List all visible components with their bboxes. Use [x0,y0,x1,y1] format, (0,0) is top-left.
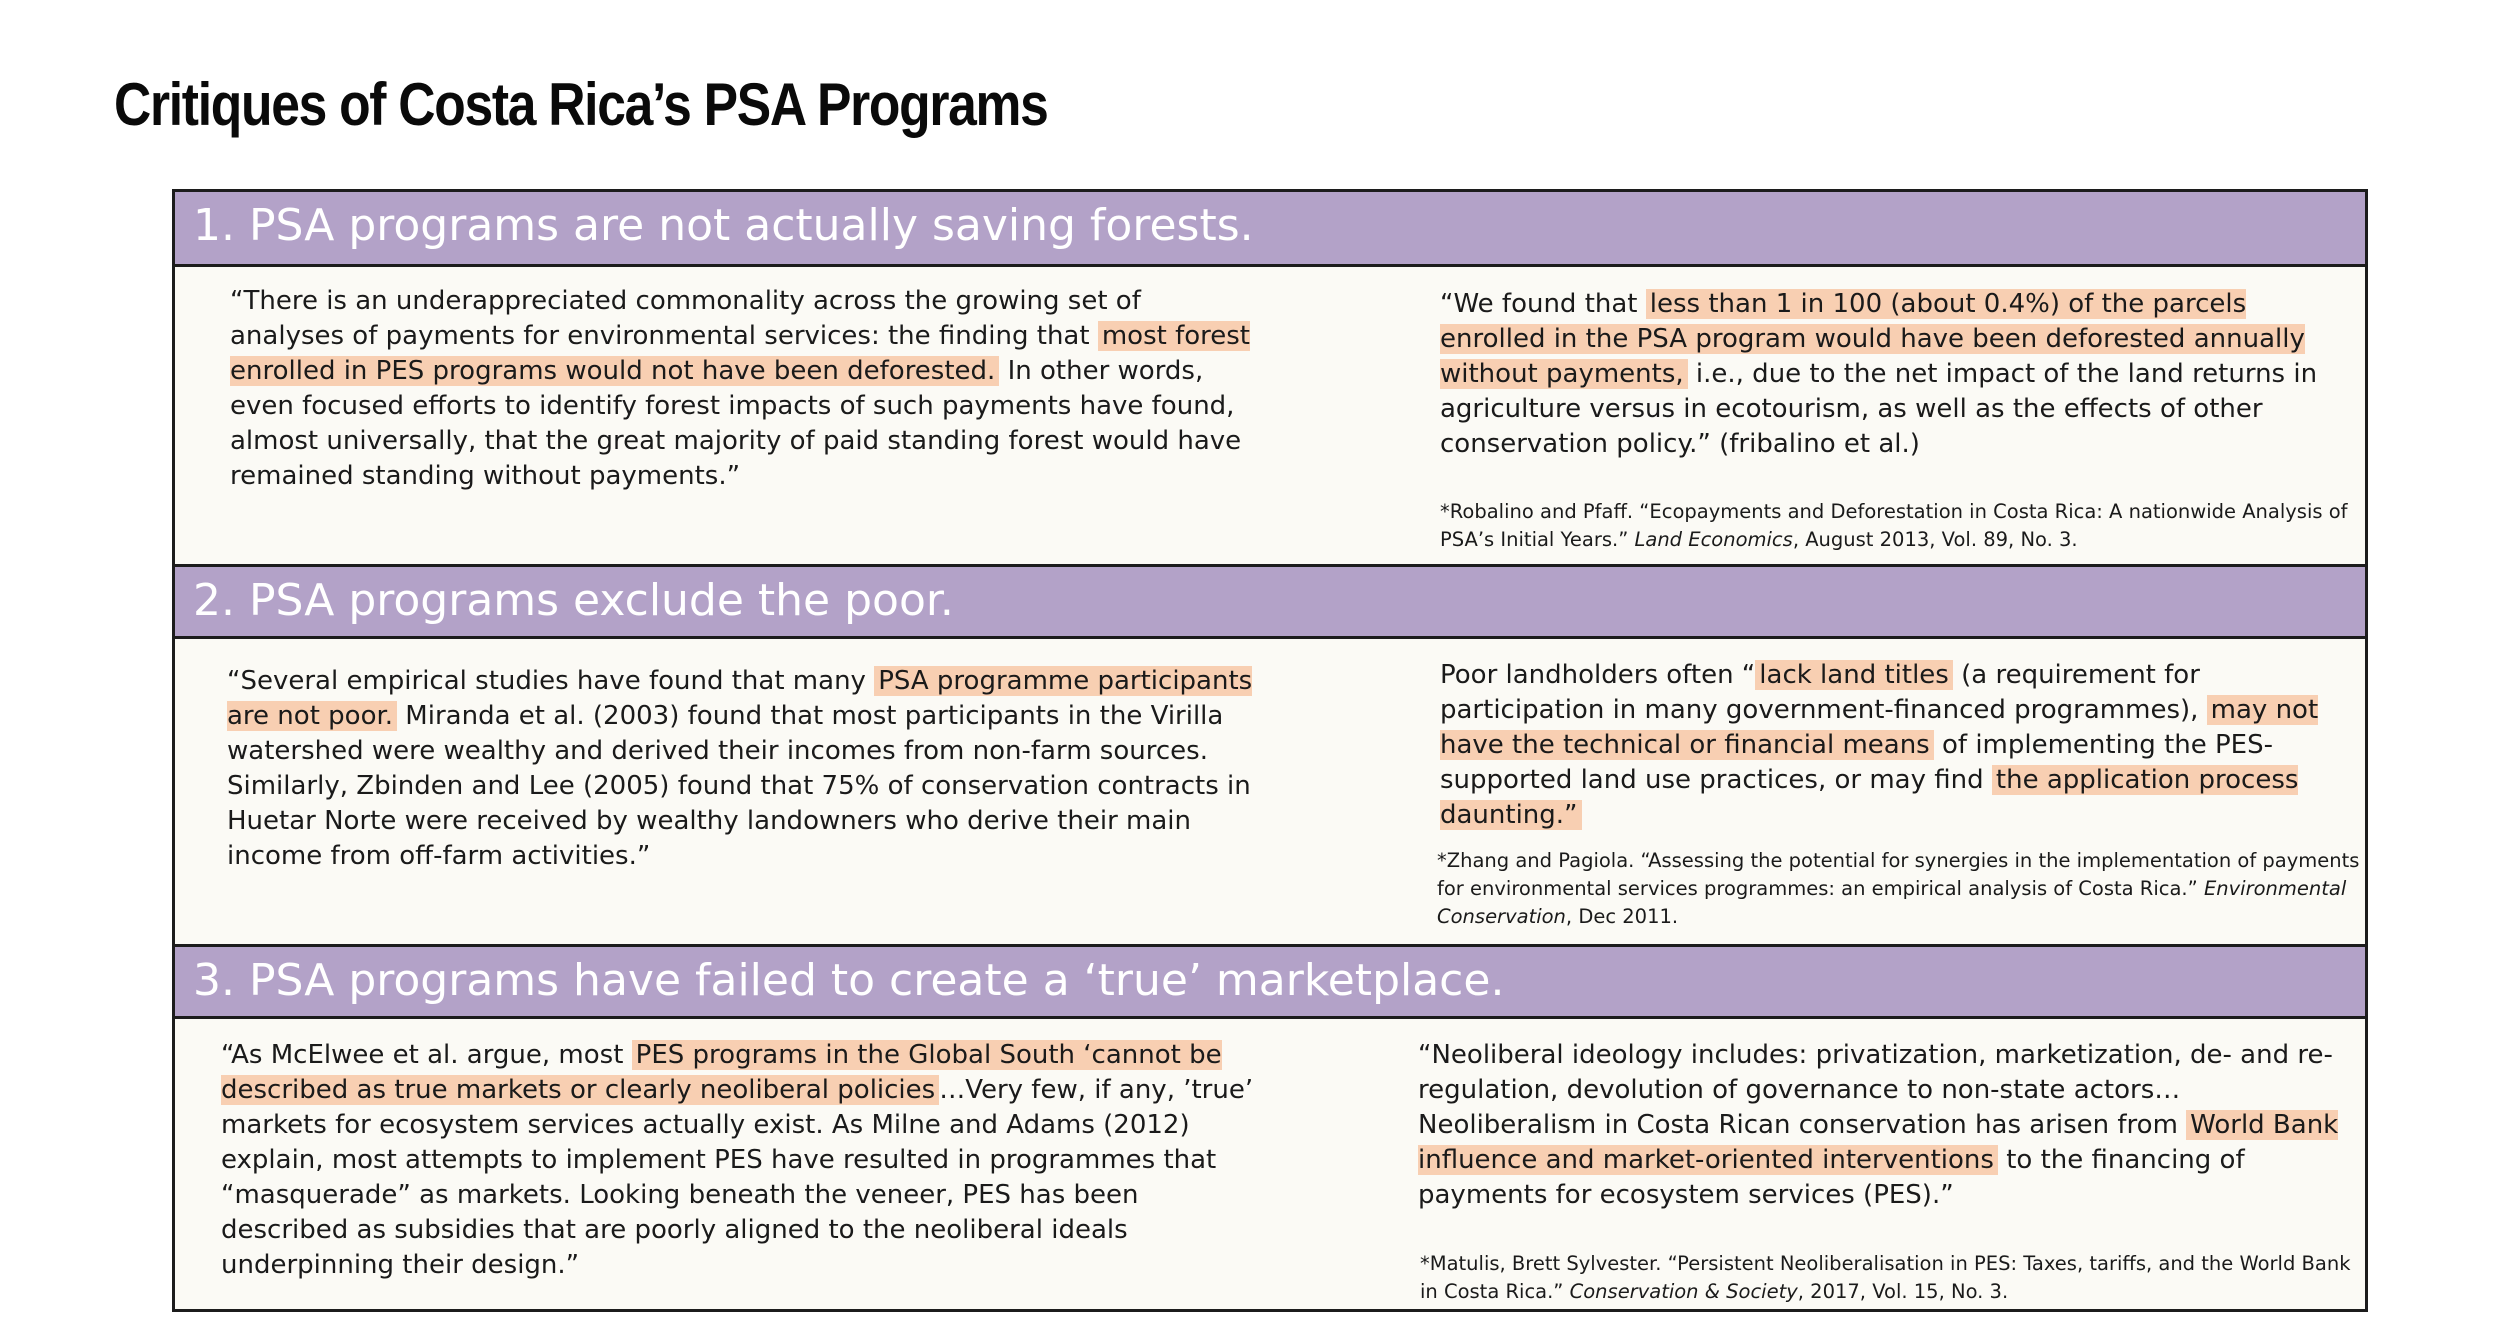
citation-journal: Environmental Conservation [1437,877,2347,928]
citation-text: *Zhang and Pagiola. “Assessing the potential for synergies in the implementation of payments for environmental services programmes: an empirical analysis of Costa Rica.” [1437,849,2360,900]
quote-text: “Neoliberal ideology includes: privatization, marketization, de- and re-regulation, devolution of governance to non-state actors… Neoliberalism in Costa Rican conservation has arisen from [1418,1040,2333,1140]
section-heading-poor: 2. PSA programs exclude the poor. [175,564,2365,639]
quote-text: “As McElwee et al. argue, most [221,1040,624,1070]
quote-highlight: the application process daunting.” [1440,765,2299,830]
quote-text: to the financing of payments for ecosystem services (PES).” [1418,1145,2245,1210]
quote-poor-right [1440,658,2355,833]
citation-journal: Land Economics [1634,528,1793,551]
citation-text: , 2017, Vol. 15, No. 3. [1797,1280,2009,1303]
citation-text: , August 2013, Vol. 89, No. 3. [1792,528,2078,551]
citation-poor [1437,847,2362,931]
quote-highlight: most forest enrolled in PES programs would not have been deforested. [230,321,1250,386]
quote-text: “Several empirical studies have found that many [227,666,866,696]
quote-forests-left [230,284,1255,494]
citation-journal: Conservation & Society [1569,1280,1798,1303]
citation-text: *Robalino and Pfaff. “Ecopayments and Deforestation in Costa Rica: A nationwide Analysis of PSA’s Initial Years.” [1440,500,2348,551]
quote-text: (a requirement for participation in many government-financed programmes), [1440,660,2200,725]
quote-text: …Very few, if any, ’true’ markets for ecosystem services actually exist. As Milne and Adams (2012) explain, most attempts to implement PES have resulted in programmes that “masquerade” as markets. Looking beneath the veneer, PES has been described as subsidies that are poorly aligned to the neoliberal ideals underpinning their design.” [221,1075,1254,1280]
quote-text: Poor landholders often “ [1440,660,1756,690]
quote-forests-right [1440,287,2355,462]
citation-text: *Matulis, Brett Sylvester. “Persistent Neoliberalisation in PES: Taxes, tariffs, and the World Bank in Costa Rica.” [1420,1252,2351,1303]
quote-text: i.e., due to the net impact of the land returns in agriculture versus in ecotourism, as well as the effects of other conservation policy.” (fribalino et al.) [1440,359,2318,459]
section-heading-marketplace: 3. PSA programs have failed to create a ‘true’ marketplace. [175,944,2365,1019]
quote-text: “We found that [1440,289,1638,319]
quote-highlight: PES programs in the Global South ‘cannot be described as true markets or clearly neoliberal policies [221,1040,1222,1105]
page-title: Critiques of Costa Rica’s PSA Programs [114,71,1048,138]
quote-marketplace-left [221,1038,1261,1283]
quote-highlight: World Bank influence and market-oriented interventions [1418,1110,2339,1175]
quote-highlight: lack land titles [1755,660,1953,690]
quote-marketplace-right [1418,1038,2358,1213]
quote-text: Miranda et al. (2003) found that most participants in the Virilla watershed were wealthy and derived their incomes from non-farm sources. Similarly, Zbinden and Lee (2005) found that 75% of conservation contracts in Huetar Norte were received by wealthy landowners who derive their main income from off-farm activities.” [227,701,1251,871]
quote-text: In other words, even focused efforts to identify forest impacts of such payments have found, almost universally, that the great majority of paid standing forest would have remained standing without payments.” [230,356,1242,491]
quote-poor-left [227,664,1262,874]
quote-text: “There is an underappreciated commonality across the growing set of analyses of payments for environmental services: the finding that [230,286,1141,351]
citation-text: , Dec 2011. [1565,905,1679,928]
quote-highlight: PSA programme participants are not poor. [227,666,1253,731]
citation-marketplace [1420,1250,2360,1306]
citation-forests [1440,498,2355,554]
quote-highlight: may not have the technical or financial means [1440,695,2319,760]
section-heading-forests: 1. PSA programs are not actually saving forests. [175,192,2365,267]
critiques-panel [172,189,2368,1312]
quote-highlight: less than 1 in 100 (about 0.4%) of the parcels enrolled in the PSA program would have been deforested annually without payments, [1440,289,2305,389]
quote-text: of implementing the PES-supported land use practices, or may find [1440,730,2273,795]
